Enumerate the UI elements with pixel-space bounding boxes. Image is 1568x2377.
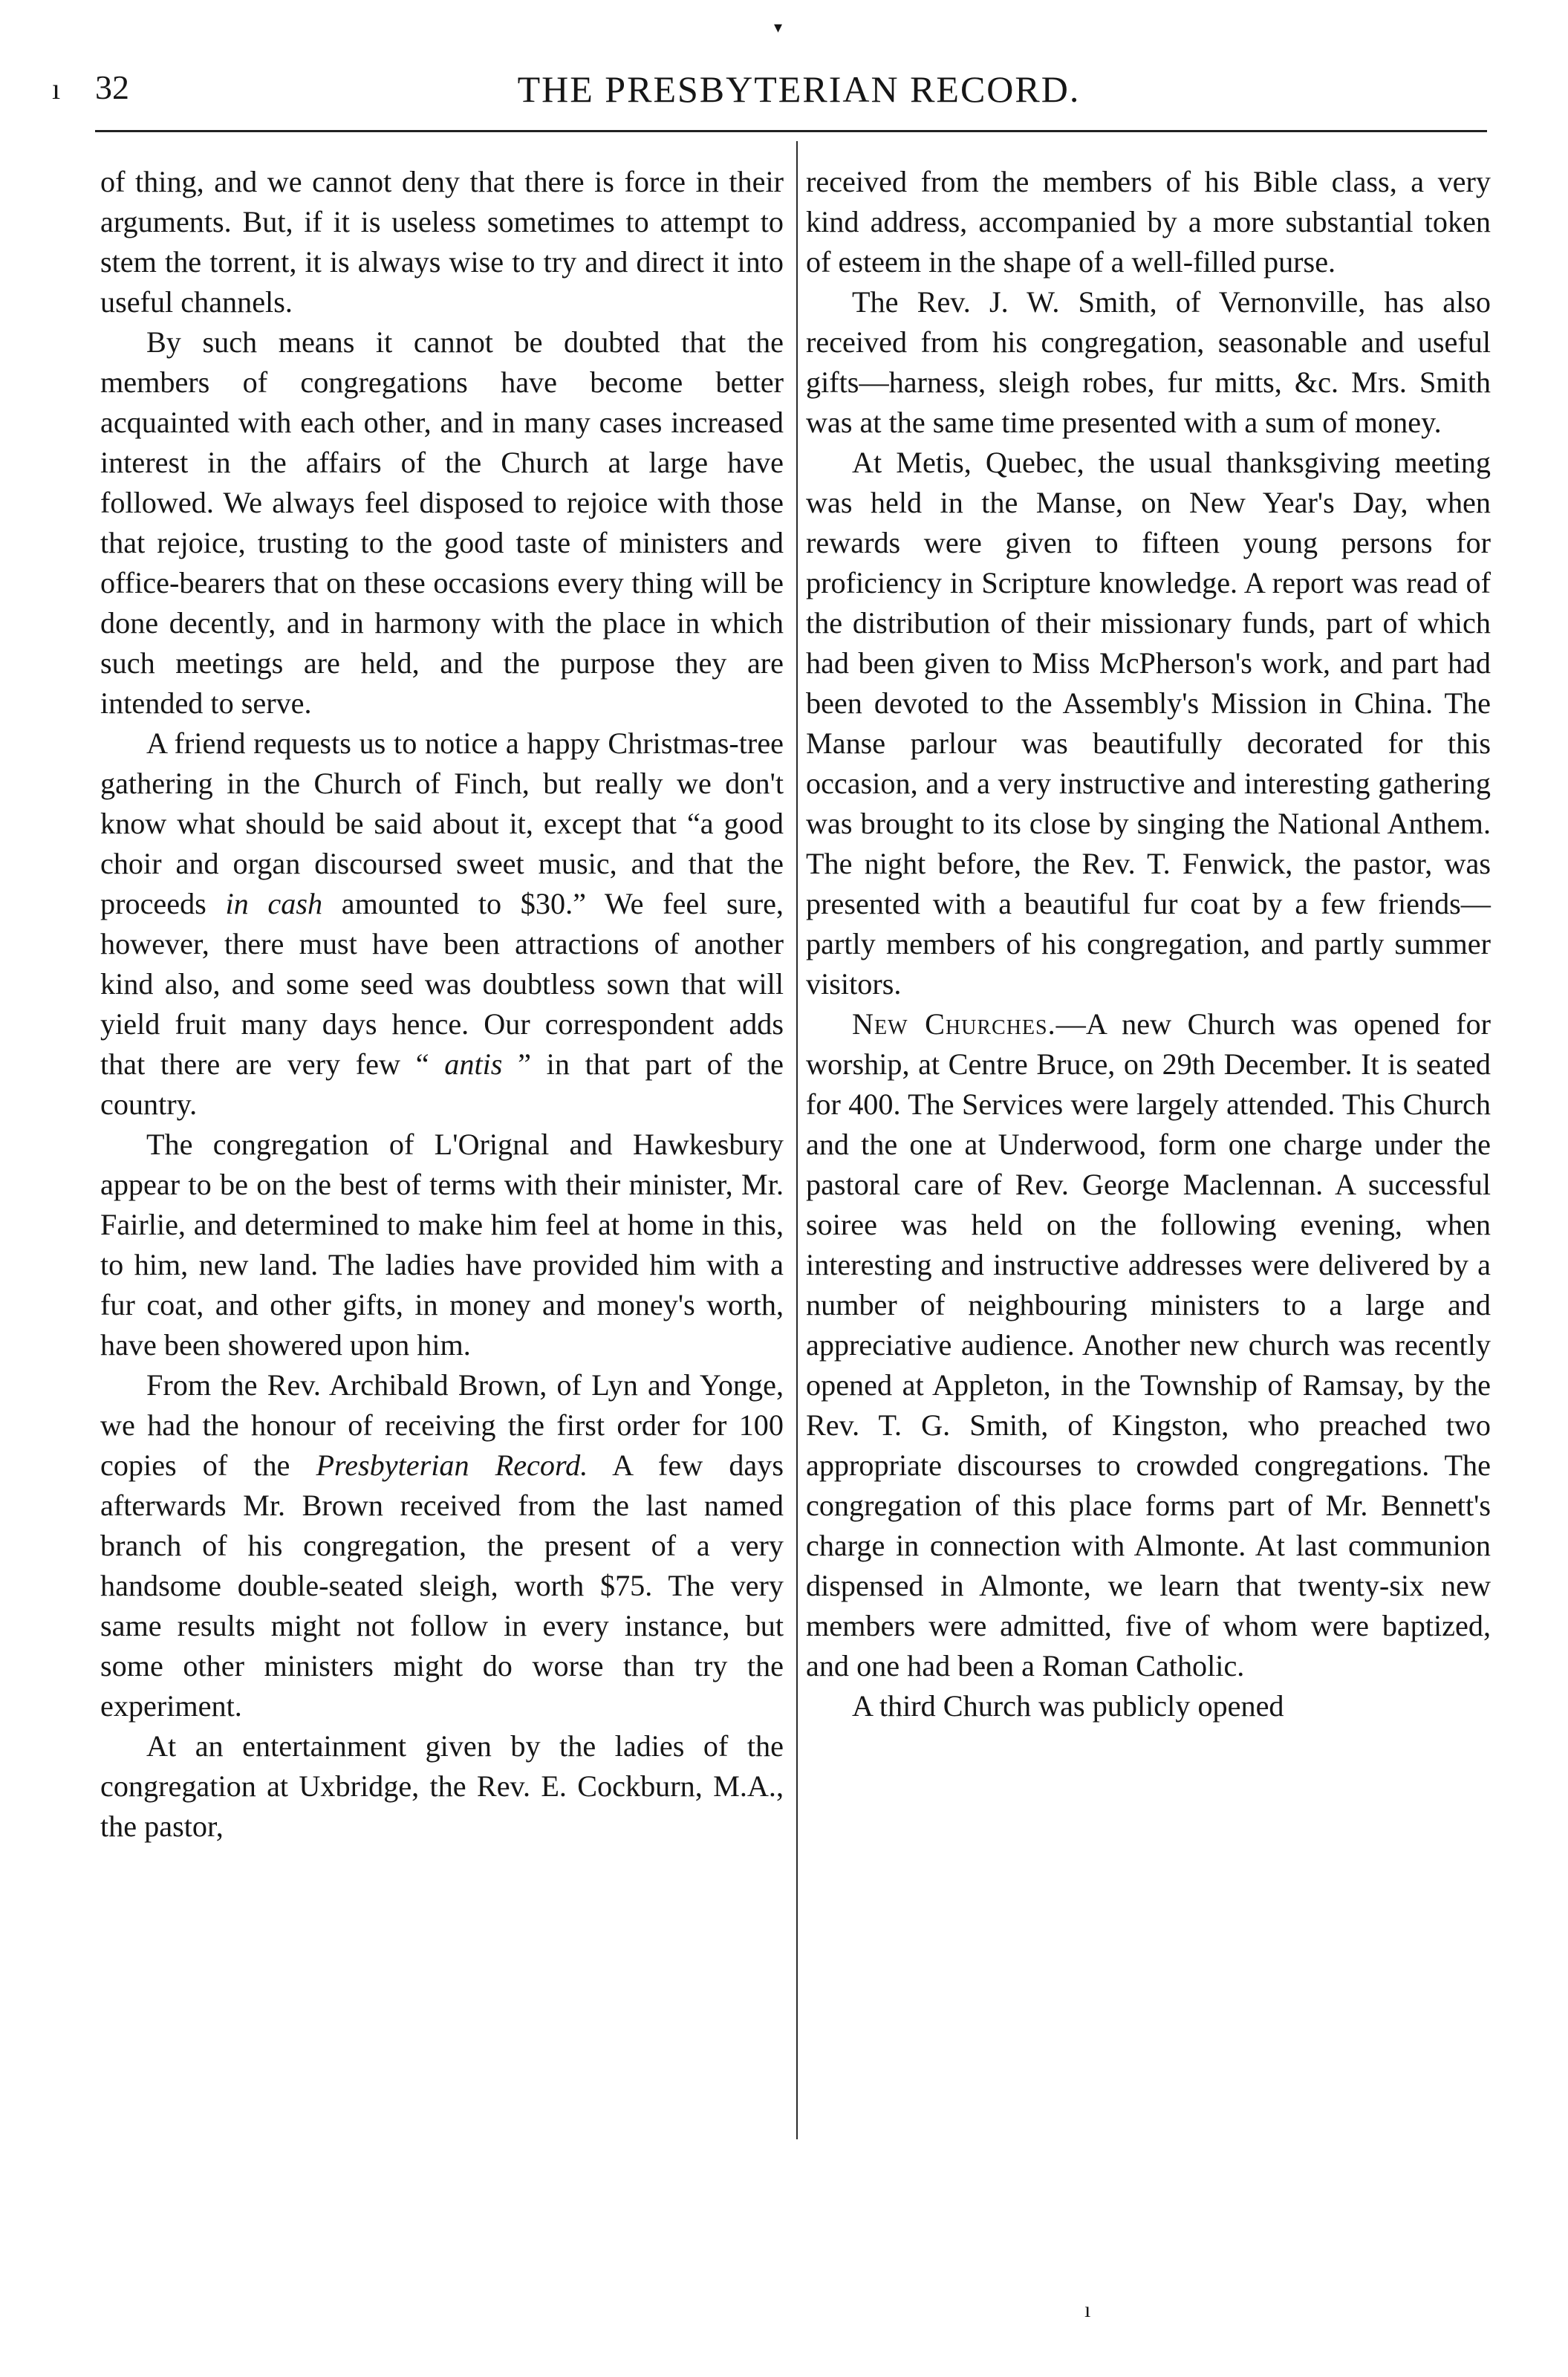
paragraph-third-church: A third Church was publicly opened xyxy=(852,1689,1284,1723)
paragraph-continued: received from the members of his Bible class, a very kind address, accompanied by a more substantial token of esteem in the shape of a well-filled purse. xyxy=(806,165,1491,279)
bottom-mark: ı xyxy=(1084,2298,1091,2322)
section-heading: New Churches. xyxy=(852,1007,1056,1041)
italic-text: antis xyxy=(444,1047,503,1081)
right-column xyxy=(806,162,1491,1726)
text-run: From the Rev. Archibald Brown, of Lyn and Yonge, we had the honour of receiving the first order for 100 copies of the xyxy=(100,1368,784,1482)
left-column xyxy=(100,162,784,1847)
paragraph-congregations: By such means it cannot be doubted that the members of congregations have become better acquainted with each other, and in many cases increased interest in the affairs of the Church at large have followed. We always feel disposed to rejoice with those that rejoice, trusting to the good taste of ministers and office-bearers that on these occasions every thing will be done decently, and in harmony with the place in which such meetings are held, and the purpose they are intended to serve. xyxy=(100,325,784,720)
column-divider xyxy=(796,141,798,2139)
margin-mark: ı xyxy=(52,72,61,105)
paragraph-continued: of thing, and we cannot deny that there is force in their arguments. But, if it is useless sometimes to attempt to stem the torrent, it is always wise to try and direct it into useful channels. xyxy=(100,165,784,319)
header-rule xyxy=(95,130,1487,132)
top-dot-mark: ▾ xyxy=(774,18,783,36)
paragraph-uxbridge: At an entertainment given by the ladies of the congregation at Uxbridge, the Rev. E. Cockburn, M.A., the pastor, xyxy=(100,1729,784,1843)
text-run: amounted to $30.” We feel sure, however, there must have been attractions of another kind also, and some seed was doubtless sown that will yield fruit many days hence. Our correspondent adds that there are very few “ xyxy=(100,887,784,1081)
page-number: 32 xyxy=(95,68,129,106)
paragraph-lyn-yonge xyxy=(100,1365,784,1726)
paragraph-finch xyxy=(100,723,784,1125)
paragraph-metis: At Metis, Quebec, the usual thanksgiving meeting was held in the Manse, on New Year's Day, when rewards were given to fifteen young persons for proficiency in Scripture knowledge. A report was read of the distribution of their missionary funds, part of which had been given to Miss McPherson's work, and part had been devoted to the Assembly's Mission in China. The Manse parlour was beautifully decorated for this occasion, and a very instructive and interesting gathering was brought to its close by singing the National Anthem. The night before, the Rev. T. Fenwick, the pastor, was presented with a beautiful fur coat by a few friends—partly members of his congregation, and partly summer visitors. xyxy=(806,446,1491,1001)
paragraph-lorignal: The congregation of L'Orignal and Hawkesbury appear to be on the best of terms with their minister, Mr. Fairlie, and determined to make him feel at home in this, to him, new land. The ladies have provided him with a fur coat, and other gifts, in money and money's worth, have been showered upon him. xyxy=(100,1128,784,1362)
text-run: ” in that part of the country. xyxy=(100,1047,784,1121)
italic-text: Presbyterian Record. xyxy=(316,1448,588,1482)
italic-text: in cash xyxy=(225,887,323,920)
text-run: A friend requests us to notice a happy Christmas-tree gathering in the Church of Finch, but really we don't know what should be said about it, except that “a good choir and organ discoursed sweet music, and that the proceeds xyxy=(100,726,784,920)
running-title: THE PRESBYTERIAN RECORD. xyxy=(517,68,1081,110)
text-run: —A new Church was opened for worship, at Centre Bruce, on 29th December. It is seated for 400. The Services were largely attended. This Church and the one at Underwood, form one charge under the pastoral care of Rev. George Maclennan. A successful soiree was held on the following evening, when interesting and instructive addresses were delivered by a number of neighbouring ministers to a large and appreciative audience. Another new church was recently opened at Appleton, in the Township of Ramsay, by the Rev. T. G. Smith, of Kingston, who preached two appropriate discourses to crowded congregations. The congregation of this place forms part of Mr. Bennett's charge in connection with Almonte. At last communion dispensed in Almonte, we learn that twenty-six new members were admitted, five of whom were baptized, and one had been a Roman Catholic. xyxy=(806,1007,1491,1682)
paragraph-new-churches xyxy=(806,1004,1491,1686)
paragraph-vernonville: The Rev. J. W. Smith, of Vernonville, has also received from his congregation, seasonable and useful gifts—harness, sleigh robes, fur mitts, &c. Mrs. Smith was at the same time presented with a sum of money. xyxy=(806,285,1491,439)
text-run: A few days afterwards Mr. Brown received from the last named branch of his congregation, the present of a very handsome double-seated sleigh, worth $75. The very same results might not follow in every instance, but some other ministers might do worse than try the experiment. xyxy=(100,1448,784,1723)
